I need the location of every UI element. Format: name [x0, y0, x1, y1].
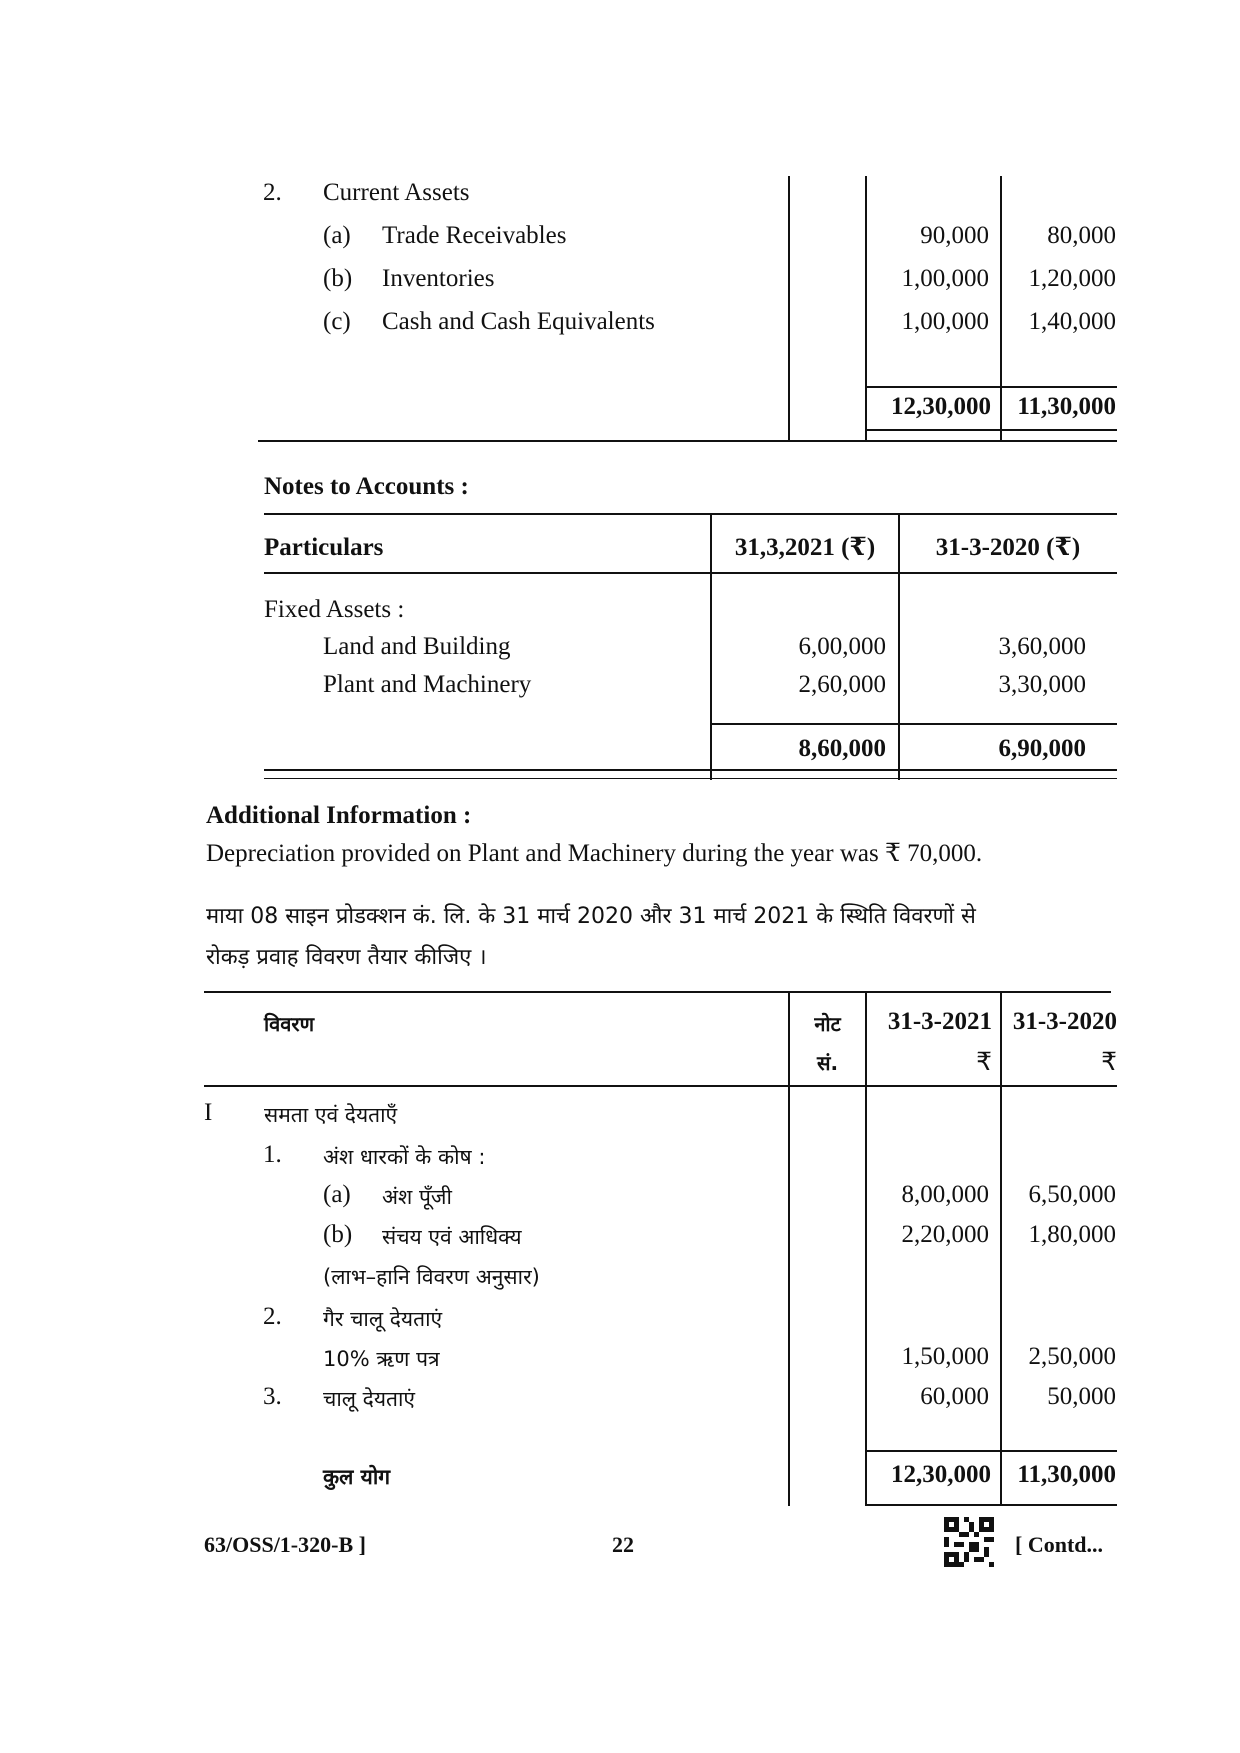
row-name: Plant and Machinery	[323, 671, 532, 698]
column-divider	[865, 992, 867, 1506]
item-name: अंश पूँजी	[382, 1185, 452, 1209]
page-number: 22	[612, 1532, 634, 1557]
item-name: Trade Receivables	[382, 222, 567, 249]
column-divider	[788, 176, 790, 442]
value-2020: 6,50,000	[1028, 1181, 1116, 1208]
value-2020: 1,20,000	[1028, 265, 1116, 292]
total-rule	[865, 1450, 1117, 1452]
section-title: चालू देयताएं	[323, 1387, 416, 1411]
item-label: (c)	[323, 308, 351, 335]
column-divider	[1000, 992, 1002, 1506]
row-name: Land and Building	[323, 633, 511, 660]
value-2021: 1,00,000	[901, 308, 989, 335]
column-divider	[865, 176, 867, 442]
value-2020: 50,000	[1047, 1383, 1116, 1410]
rupee-2020: ₹	[1101, 1047, 1117, 1076]
part-title: समता एवं देयताएँ	[264, 1103, 398, 1127]
group-label: Fixed Assets :	[264, 596, 405, 623]
col-2021: 31-3-2021	[887, 1008, 992, 1035]
value-2020: 1,40,000	[1028, 308, 1116, 335]
qr-code-icon	[944, 1517, 994, 1567]
table-top-rule	[264, 513, 1117, 515]
value-2021: 1,50,000	[901, 1343, 989, 1370]
total-rule	[865, 1504, 1117, 1506]
paper-code: 63/OSS/1-320-B ]	[204, 1532, 366, 1557]
col-particulars: विवरण	[264, 1012, 315, 1036]
col-2021: 31,3,2021 (₹)	[734, 534, 876, 561]
hindi-question-line1: माया 08 साइन प्रोडक्शन कं. लि. के 31 मार्च 2020 और 31 मार्च 2021 के स्थिति विवरणों से	[206, 904, 976, 929]
total-2020: 11,30,000	[1017, 1461, 1116, 1488]
section-title: अंश धारकों के कोष :	[323, 1145, 486, 1169]
col-particulars: Particulars	[264, 534, 384, 561]
section-number: 3.	[263, 1383, 282, 1410]
value-2021: 60,000	[920, 1383, 989, 1410]
item-label: (a)	[323, 222, 351, 249]
table-bottom-rule	[258, 440, 1117, 442]
total-rule	[710, 723, 1117, 725]
col-2020: 31-3-2020 (₹)	[935, 534, 1081, 561]
total-2020: 11,30,000	[1017, 393, 1116, 420]
value-2021: 1,00,000	[901, 265, 989, 292]
value-2021: 8,00,000	[901, 1181, 989, 1208]
item-name: 10% ऋण पत्र	[323, 1347, 440, 1371]
item-label: (b)	[323, 265, 353, 292]
header-rule	[204, 1085, 1117, 1087]
value-2021: 2,20,000	[901, 1221, 989, 1248]
total-2021: 12,30,000	[891, 393, 991, 420]
item-label: (a)	[323, 1181, 351, 1208]
value-2020: 3,60,000	[998, 633, 1086, 660]
col-note-2: सं.	[816, 1051, 839, 1075]
value-2021: 2,60,000	[798, 671, 886, 698]
total-2021: 8,60,000	[798, 735, 886, 762]
column-divider	[1000, 176, 1002, 442]
item-name: संचय एवं आधिक्य	[382, 1225, 522, 1249]
value-2021: 90,000	[920, 222, 989, 249]
value-2020: 80,000	[1047, 222, 1116, 249]
total-2020: 6,90,000	[998, 735, 1086, 762]
part-number: I	[204, 1099, 213, 1126]
rupee-2021: ₹	[976, 1047, 992, 1076]
value-2020: 1,80,000	[1028, 1221, 1116, 1248]
additional-heading: Additional Information :	[206, 802, 472, 829]
item-name: Cash and Cash Equivalents	[382, 308, 655, 335]
additional-text: Depreciation provided on Plant and Machinery during the year was ₹ 70,000.	[206, 840, 983, 867]
table-bottom-rule	[264, 769, 1117, 771]
total-rule	[865, 429, 1117, 431]
total-2021: 12,30,000	[891, 1461, 991, 1488]
item-label: (b)	[323, 1221, 353, 1248]
table-top-rule	[204, 991, 1111, 993]
section-title: गैर चालू देयताएं	[323, 1307, 443, 1331]
col-note-1: नोट	[814, 1012, 841, 1036]
table-bottom-rule	[264, 778, 1117, 779]
col-2020: 31-3-2020	[1012, 1008, 1117, 1035]
section-number: 2.	[263, 179, 282, 206]
value-2020: 2,50,000	[1028, 1343, 1116, 1370]
total-label: कुल योग	[323, 1465, 391, 1489]
item-name: Inventories	[382, 265, 495, 292]
total-rule	[865, 386, 1117, 388]
section-title: Current Assets	[323, 179, 470, 206]
header-rule	[264, 572, 1117, 574]
item-note: (लाभ–हानि विवरण अनुसार)	[323, 1265, 540, 1289]
value-2020: 3,30,000	[998, 671, 1086, 698]
section-number: 2.	[263, 1303, 282, 1330]
section-number: 1.	[263, 1141, 282, 1168]
continued-marker: [ Contd...	[1015, 1532, 1104, 1557]
notes-heading: Notes to Accounts :	[264, 473, 469, 500]
hindi-question-line2: रोकड़ प्रवाह विवरण तैयार कीजिए ।	[206, 945, 487, 970]
value-2021: 6,00,000	[798, 633, 886, 660]
